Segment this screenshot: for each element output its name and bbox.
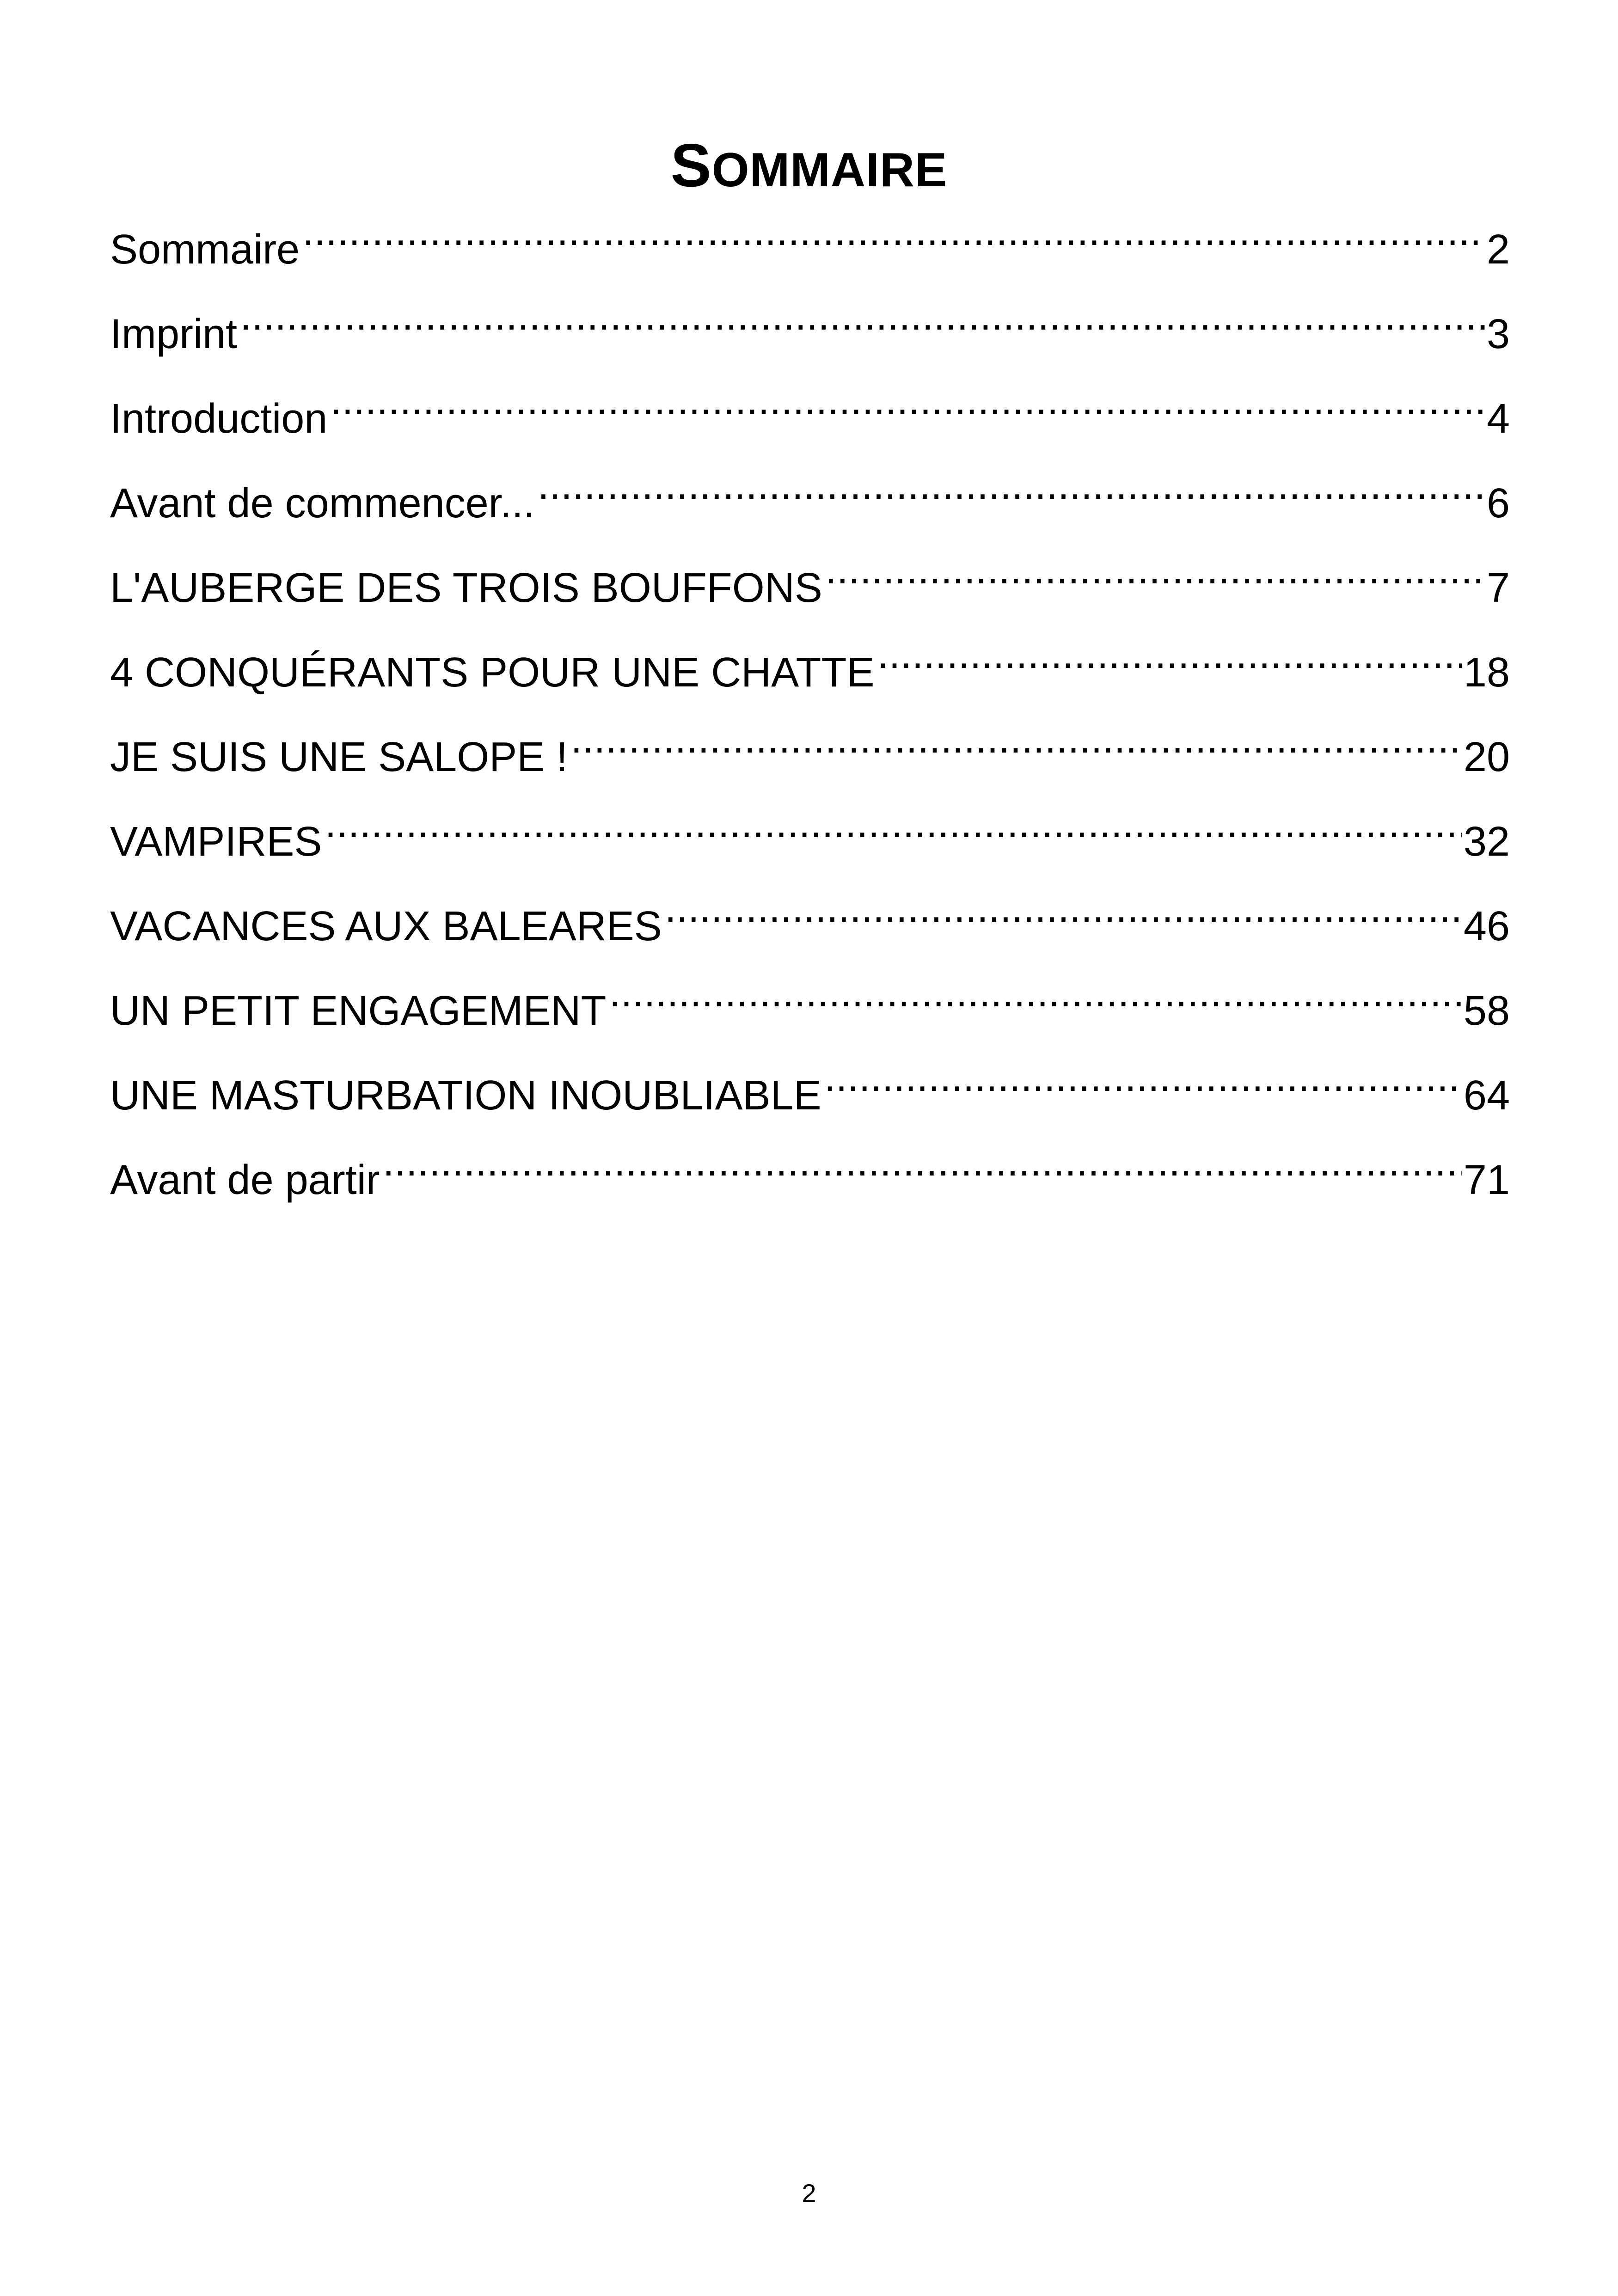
toc-entry-un-petit-engagement[interactable] xyxy=(110,960,1510,1045)
toc-dot-leader xyxy=(302,199,1485,263)
toc-entry-label: Avant de commencer... xyxy=(110,480,535,527)
page-title xyxy=(0,129,1618,207)
toc-entry-label: VAMPIRES xyxy=(110,819,322,865)
toc-dot-leader xyxy=(825,537,1485,602)
toc-dot-leader xyxy=(240,283,1485,348)
title-rest: OMMAIRE xyxy=(711,143,948,197)
toc-entry-page-number: 7 xyxy=(1486,565,1510,611)
toc-dot-leader xyxy=(330,368,1485,433)
toc-entry-vacances-aux-baleares[interactable] xyxy=(110,876,1510,960)
toc-dot-leader xyxy=(570,706,1462,771)
toc-dot-leader xyxy=(609,960,1461,1025)
toc-dot-leader xyxy=(877,622,1462,686)
toc-entry-label: 4 CONQUÉRANTS POUR UNE CHATTE xyxy=(110,649,875,696)
toc-entry-label: L'AUBERGE DES TROIS BOUFFONS xyxy=(110,565,822,611)
toc-entry-page-number: 4 xyxy=(1486,396,1510,442)
toc-dot-leader xyxy=(325,791,1461,856)
toc-entry-page-number: 71 xyxy=(1463,1157,1510,1203)
toc-entry-sommaire[interactable] xyxy=(110,199,1510,283)
toc-dot-leader xyxy=(538,453,1485,517)
toc-entry-label: UN PETIT ENGAGEMENT xyxy=(110,988,607,1034)
toc-entry-page-number: 18 xyxy=(1463,649,1510,696)
toc-entry-avant-de-partir[interactable] xyxy=(110,1129,1510,1214)
toc-dot-leader xyxy=(665,876,1462,940)
table-of-contents xyxy=(110,199,1510,1214)
toc-entry-label: Avant de partir xyxy=(110,1157,380,1203)
toc-entry-label: VACANCES AUX BALEARES xyxy=(110,903,662,949)
toc-entry-page-number: 58 xyxy=(1463,988,1510,1034)
toc-dot-leader xyxy=(824,1045,1462,1109)
toc-entry-label: UNE MASTURBATION INOUBLIABLE xyxy=(110,1072,821,1119)
toc-entry-auberge-des-trois-bouffons[interactable] xyxy=(110,537,1510,622)
toc-entry-vampires[interactable] xyxy=(110,791,1510,876)
toc-entry-4-conquerants[interactable] xyxy=(110,622,1510,706)
toc-entry-page-number: 20 xyxy=(1463,734,1510,780)
toc-entry-page-number: 3 xyxy=(1486,311,1510,357)
footer-page-number: 2 xyxy=(802,2179,816,2208)
toc-entry-page-number: 46 xyxy=(1463,903,1510,949)
toc-entry-introduction[interactable] xyxy=(110,368,1510,453)
toc-entry-label: Sommaire xyxy=(110,227,300,273)
toc-entry-page-number: 32 xyxy=(1463,819,1510,865)
toc-entry-avant-de-commencer[interactable] xyxy=(110,453,1510,537)
toc-entry-label: JE SUIS UNE SALOPE ! xyxy=(110,734,568,780)
toc-entry-label: Introduction xyxy=(110,396,328,442)
toc-dot-leader xyxy=(383,1129,1462,1194)
title-first-letter: S xyxy=(670,131,712,200)
toc-entry-imprint[interactable] xyxy=(110,283,1510,368)
toc-entry-page-number: 64 xyxy=(1463,1072,1510,1119)
toc-entry-une-masturbation-inoubliable[interactable] xyxy=(110,1045,1510,1129)
toc-entry-je-suis-une-salope[interactable] xyxy=(110,706,1510,791)
toc-entry-page-number: 6 xyxy=(1486,480,1510,527)
toc-entry-label: Imprint xyxy=(110,311,238,357)
toc-entry-page-number: 2 xyxy=(1486,227,1510,273)
